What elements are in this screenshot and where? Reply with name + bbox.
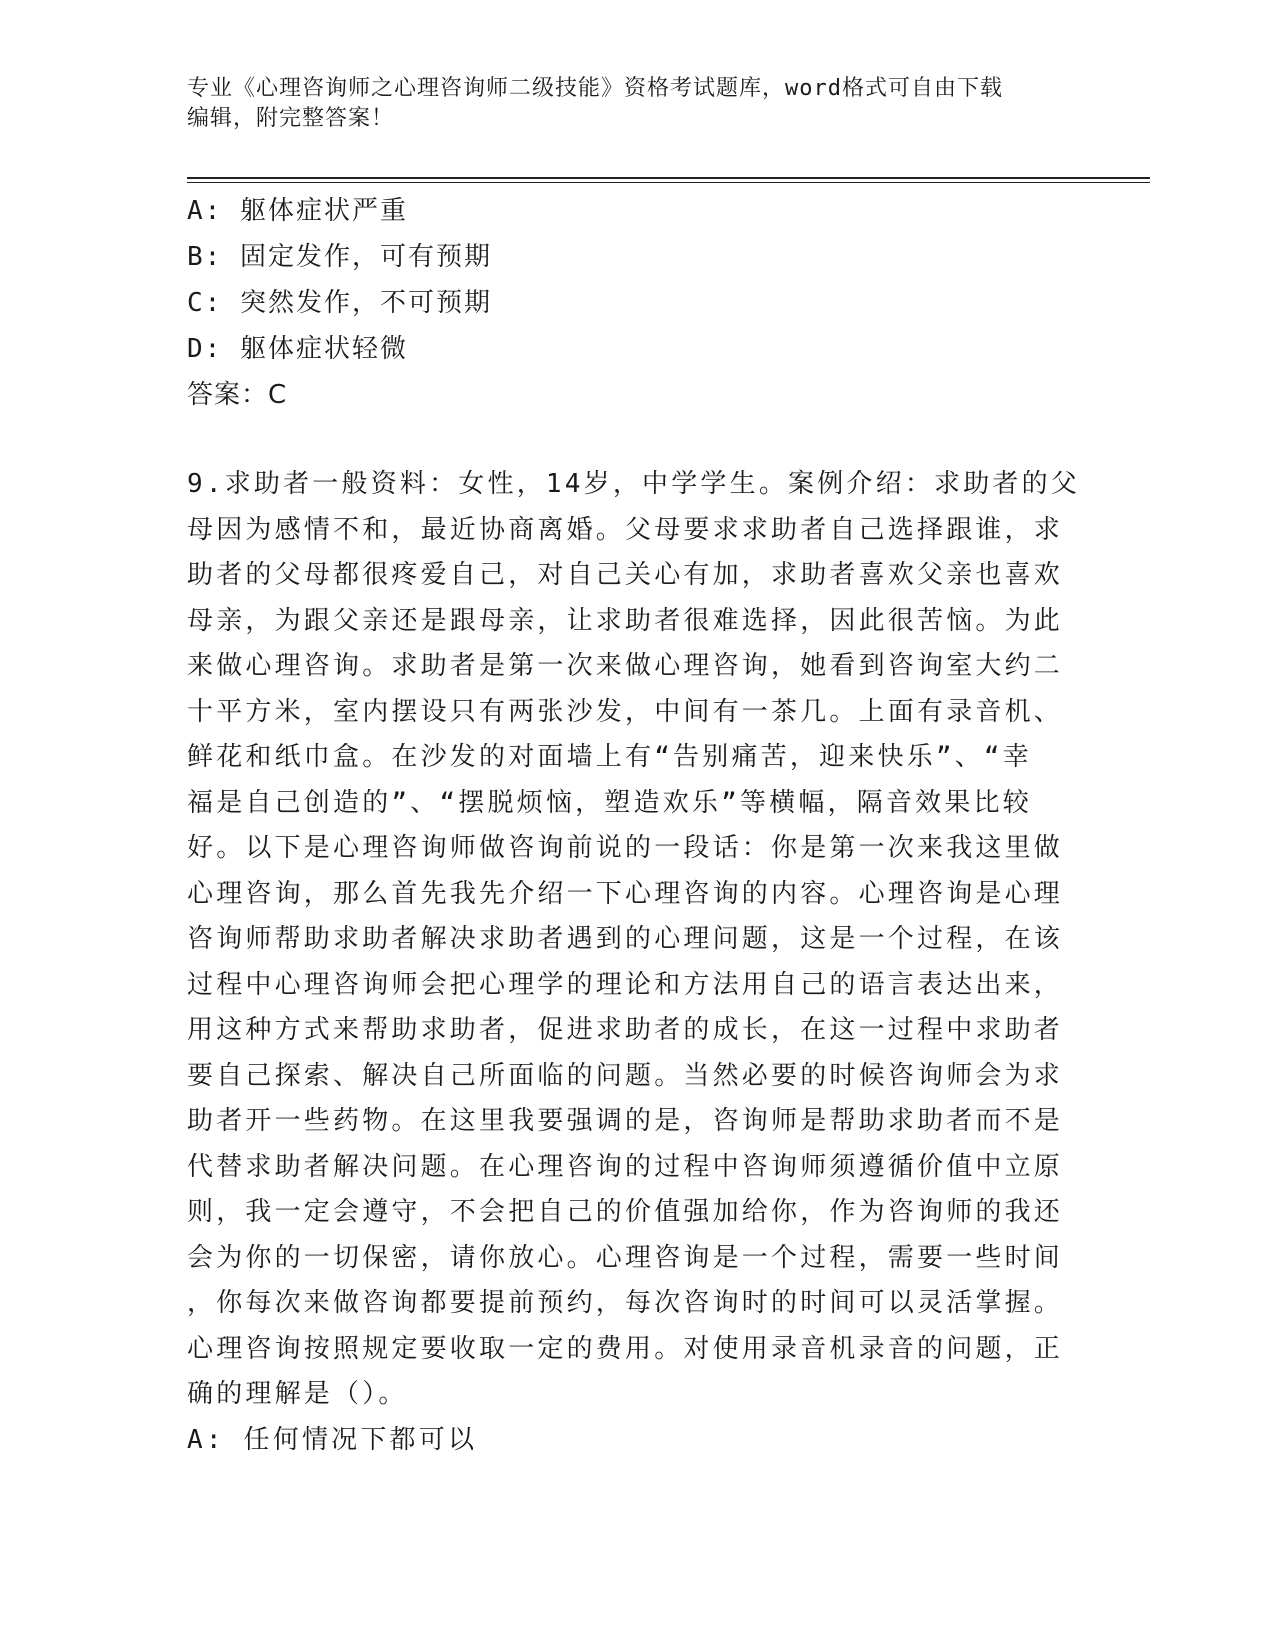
question-text-line: 要自己探索、解决自己所面临的问题。当然必要的时候咨询师会为求 bbox=[187, 1060, 1064, 1091]
question-text-line: 来做心理咨询。求助者是第一次来做心理咨询，她看到咨询室大约二 bbox=[187, 651, 1064, 681]
question-text-line: 母因为感情不和，最近协商离婚。父母要求求助者自己选择跟谁，求 bbox=[187, 514, 1064, 545]
question-text-line: 好。以下是心理咨询师做咨询前说的一段话：你是第一次来我这里做 bbox=[187, 833, 1064, 863]
option-d: D: 躯体症状轻微 bbox=[187, 334, 408, 364]
question-text-line: 助者的父母都很疼爱自己，对自己关心有加，求助者喜欢父亲也喜欢 bbox=[187, 560, 1064, 590]
header-divider-thin bbox=[187, 182, 1150, 183]
question-9 bbox=[187, 462, 1081, 1463]
question-text-line: 鲜花和纸巾盒。在沙发的对面墙上有“告别痛苦，迎来快乐”、“幸 bbox=[187, 742, 1032, 772]
paragraph-gap bbox=[187, 418, 1067, 462]
question-text-line: 福是自己创造的”、“摆脱烦恼，塑造欢乐”等横幅，隔音效果比较 bbox=[187, 787, 1032, 818]
question-text-line: 助者开一些药物。在这里我要强调的是，咨询师是帮助求助者而不是 bbox=[187, 1106, 1064, 1136]
question-text-line: 会为你的一切保密，请你放心。心理咨询是一个过程，需要一些时间 bbox=[187, 1242, 1064, 1273]
question-text-line: 确的理解是（）。 bbox=[187, 1379, 408, 1409]
question-9-option-a: A: 任何情况下都可以 bbox=[187, 1424, 478, 1455]
question-text-line: ，你每次来做咨询都要提前预约，每次咨询时的时间可以灵活掌握。 bbox=[187, 1288, 1064, 1318]
header-divider-thick bbox=[187, 177, 1150, 179]
question-text-line: 咨询师帮助求助者解决求助者遇到的心理问题，这是一个过程，在该 bbox=[187, 924, 1064, 954]
question-text-line: 过程中心理咨询师会把心理学的理论和方法用自己的语言表达出来， bbox=[187, 969, 1064, 1000]
question-text-line: 母亲，为跟父亲还是跟母亲，让求助者很难选择，因此很苦恼。为此 bbox=[187, 605, 1064, 636]
question-text-line: 用这种方式来帮助求助者，促进求助者的成长，在这一过程中求助者 bbox=[187, 1015, 1064, 1045]
option-a: A: 躯体症状严重 bbox=[187, 196, 408, 226]
header-line-1: 专业《心理咨询师之心理咨询师二级技能》资格考试题库，word格式可自由下载 bbox=[187, 76, 1003, 101]
question-text-line: 9.求助者一般资料：女性，14岁，中学学生。案例介绍：求助者的父 bbox=[187, 469, 1081, 499]
option-b: B: 固定发作，可有预期 bbox=[187, 242, 492, 272]
question-text-line: 则，我一定会遵守，不会把自己的价值强加给你，作为咨询师的我还 bbox=[187, 1197, 1064, 1227]
option-c: C: 突然发作，不可预期 bbox=[187, 288, 492, 318]
document-header bbox=[187, 74, 1067, 134]
question-text-line: 代替求助者解决问题。在心理咨询的过程中咨询师须遵循价值中立原 bbox=[187, 1151, 1064, 1182]
answer-line: 答案：C bbox=[187, 380, 288, 410]
question-text-line: 心理咨询，那么首先我先介绍一下心理咨询的内容。心理咨询是心理 bbox=[187, 878, 1064, 909]
question-text-line: 心理咨询按照规定要收取一定的费用。对使用录音机录音的问题，正 bbox=[187, 1333, 1064, 1364]
question-text-line: 十平方米，室内摆设只有两张沙发，中间有一茶几。上面有录音机、 bbox=[187, 696, 1064, 727]
header-line-2: 编辑，附完整答案！ bbox=[187, 106, 395, 131]
document-body bbox=[187, 188, 1081, 1463]
